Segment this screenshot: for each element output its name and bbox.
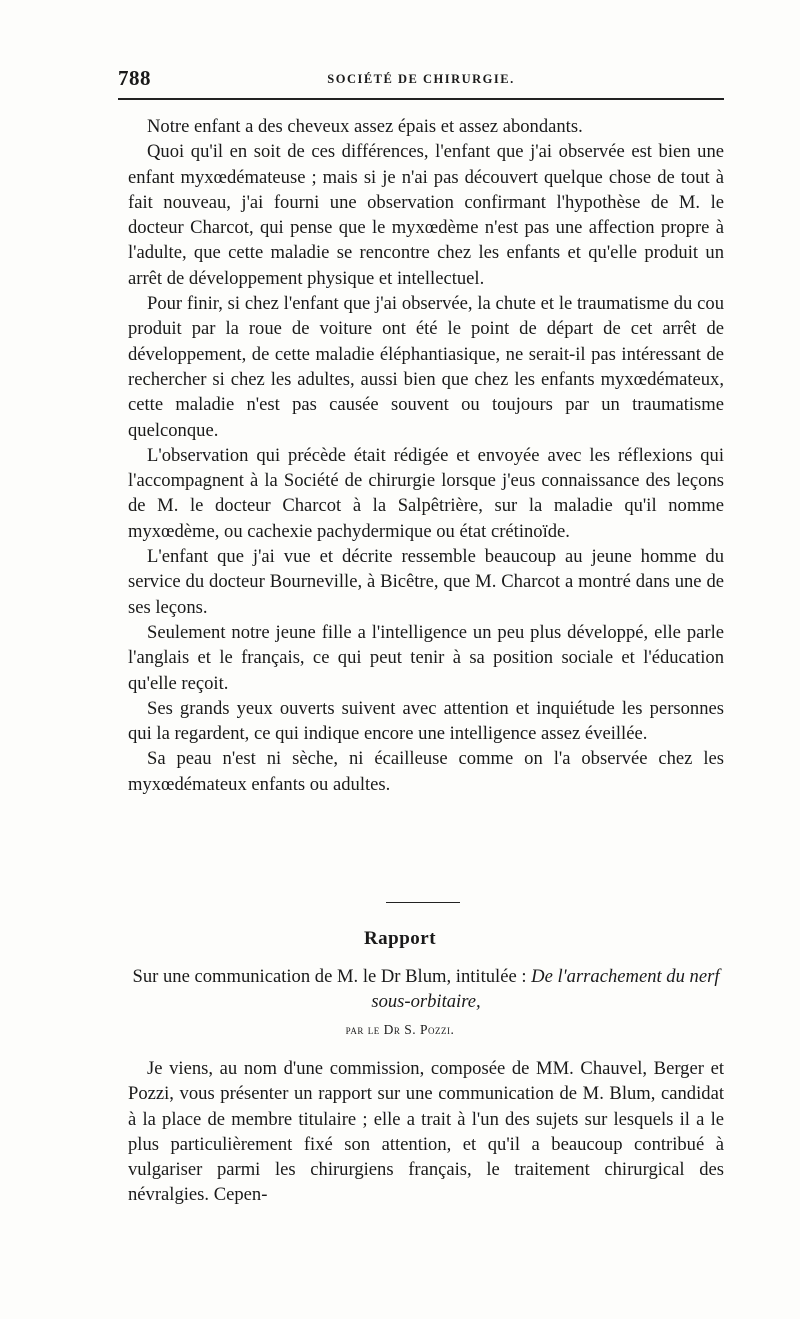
report-subtitle: [128, 964, 724, 1015]
paragraph: Quoi qu'il en soit de ces différences, l'enfant que j'ai observée est bien une enfant myxœdémateuse ; mais si je n'ai pas découvert quelque chose de tout à fait nouveau, j'ai fourni une observation confirmant l'hypothèse de M. le docteur Charcot, qui pense que le myxœdème n'est pas une affection propre à l'adulte, que cette maladie se rencontre chez les enfants et qu'elle produit un arrêt de développement physique et intellectuel.: [128, 141, 724, 289]
header-rule: [118, 98, 724, 100]
paragraph: L'observation qui précède était rédigée et envoyée avec les réflexions qui l'accompagnent à la Société de chirurgie lorsque j'eus connaissance des leçons de M. le docteur Charcot à la Salpêtrière, sur la maladie qu'il nomme myxœdème, ou cachexie pachydermique ou état crétinoïde.: [128, 444, 724, 542]
body-text: [128, 114, 724, 797]
running-head: [118, 66, 724, 94]
page-number: 788: [118, 66, 151, 90]
paragraph: L'enfant que j'ai vue et décrite ressemble beaucoup au jeune homme du service du docteur Bourneville, à Bicêtre, que M. Charcot a montré dans une de ses leçons.: [128, 546, 724, 618]
report-heading: Rapport: [363, 928, 437, 949]
paragraph: Ses grands yeux ouverts suivent avec attention et inquiétude les personnes qui la regardent, ce qui indique encore une intelligence assez éveillée.: [128, 697, 724, 745]
paragraph: Pour finir, si chez l'enfant que j'ai observée, la chute et le traumatisme du cou produit par la roue de voiture ont été le point de départ de cet arrêt de développement, de cette maladie éléphantiasique, ne serait-il pas intéressant de rechercher si chez les adultes, aussi bien que chez les enfants myxœdémateux, cette maladie n'est pas causée souvent ou toujours par un traumatisme quelconque.: [128, 293, 724, 441]
paragraph: Notre enfant a des cheveux assez épais et assez abondants.: [147, 116, 583, 137]
subtitle-prefix: Sur une communication de M. le Dr Blum, intitulée :: [132, 966, 532, 987]
section-separator: [386, 902, 460, 903]
author-prefix: par le Dr: [345, 1022, 401, 1037]
paragraph: Seulement notre jeune fille a l'intelligence un peu plus développé, elle parle l'anglais et le français, ce qui peut tenir à sa position sociale et l'éducation qu'elle reçoit.: [128, 621, 724, 694]
running-title: SOCIÉTÉ DE CHIRURGIE.: [327, 72, 515, 86]
subtitle-title: De l'arrachement du nerf sous-orbitaire,: [371, 966, 720, 1013]
report-body: [128, 1056, 724, 1208]
author-line: [0, 1022, 800, 1038]
author-name: S. Pozzi.: [404, 1022, 455, 1037]
paragraph: Je viens, au nom d'une commission, composée de MM. Chauvel, Berger et Pozzi, vous présenter un rapport sur une communication de M. Blum, candidat à la place de membre titulaire ; elle a trait à l'un des sujets sur lesquels il a le plus particulièrement fixé son attention, et qu'il a beaucoup contribué à vulgariser parmi les chirurgiens français, le traitement chirurgical des névralgies. Cepen-: [128, 1058, 724, 1206]
paragraph: Sa peau n'est ni sèche, ni écailleuse comme on l'a observée chez les myxœdémateux enfants ou adultes.: [128, 748, 724, 795]
